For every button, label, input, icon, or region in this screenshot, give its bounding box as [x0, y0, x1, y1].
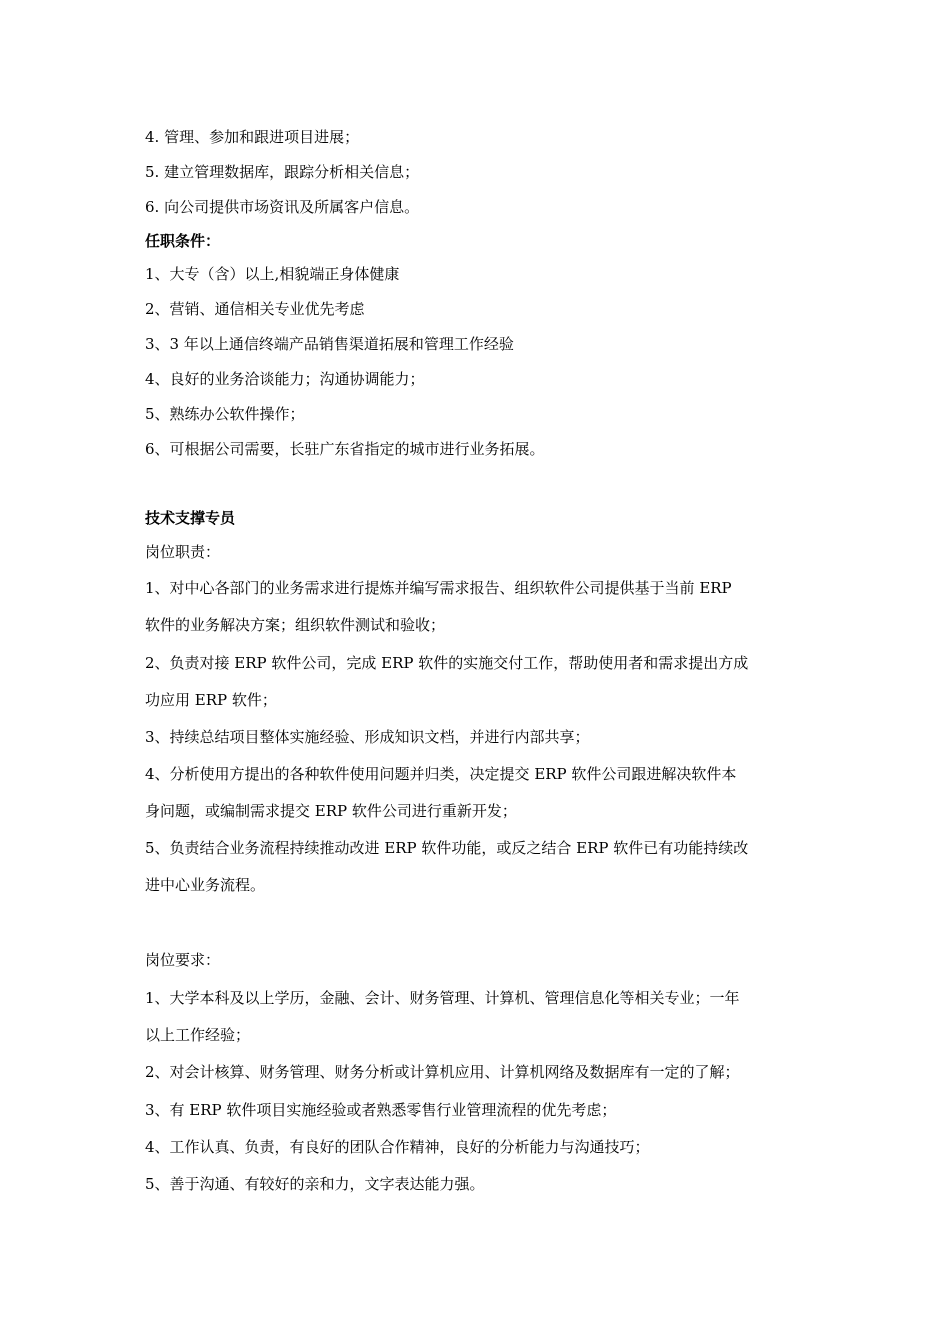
- duty-line: 身问题，或编制需求提交 ERP 软件公司进行重新开发；: [145, 802, 517, 820]
- intro-item: 6. 向公司提供市场资讯及所属客户信息。: [145, 198, 420, 216]
- duty-line: 1、对中心各部门的业务需求进行提炼并编写需求报告、组织软件公司提供基于当前 ERP: [145, 579, 732, 597]
- requirement-item: 6、可根据公司需要，长驻广东省指定的城市进行业务拓展。: [145, 440, 545, 458]
- requirement-item: 2、营销、通信相关专业优先考虑: [145, 300, 365, 318]
- duty-line: 软件的业务解决方案；组织软件测试和验收；: [145, 616, 446, 634]
- duty-line: 3、持续总结项目整体实施经验、形成知识文档，并进行内部共享；: [145, 728, 590, 746]
- position-title: 技术支撑专员: [145, 509, 236, 527]
- requirement-item: 1、大专（含）以上,相貌端正身体健康: [145, 265, 400, 283]
- intro-item: 4. 管理、参加和跟进项目进展；: [145, 128, 360, 146]
- intro-item: 5. 建立管理数据库，跟踪分析相关信息；: [145, 163, 420, 181]
- position-req-line: 3、有 ERP 软件项目实施经验或者熟悉零售行业管理流程的优先考虑；: [145, 1101, 617, 1119]
- requirement-item: 3、3 年以上通信终端产品销售渠道拓展和管理工作经验: [145, 335, 514, 353]
- position-req-heading: 岗位要求：: [145, 951, 221, 969]
- position-req-line: 2、对会计核算、财务管理、财务分析或计算机应用、计算机网络及数据库有一定的了解；: [145, 1063, 740, 1081]
- position-req-line: 以上工作经验；: [145, 1026, 251, 1044]
- requirement-item: 4、良好的业务洽谈能力；沟通协调能力；: [145, 370, 425, 388]
- duty-line: 2、负责对接 ERP 软件公司，完成 ERP 软件的实施交付工作，帮助使用者和需求提出方成: [145, 654, 749, 672]
- requirements-heading: 任职条件：: [145, 232, 221, 250]
- position-req-line: 5、善于沟通、有较好的亲和力，文字表达能力强。: [145, 1175, 485, 1193]
- duty-line: 5、负责结合业务流程持续推动改进 ERP 软件功能，或反之结合 ERP 软件已有功能持续改: [145, 839, 749, 857]
- duties-heading: 岗位职责：: [145, 543, 221, 561]
- position-req-line: 1、大学本科及以上学历，金融、会计、财务管理、计算机、管理信息化等相关专业；一年: [145, 989, 740, 1007]
- duty-line: 进中心业务流程。: [145, 876, 266, 894]
- position-req-line: 4、工作认真、负责，有良好的团队合作精神，良好的分析能力与沟通技巧；: [145, 1138, 650, 1156]
- requirement-item: 5、熟练办公软件操作；: [145, 405, 305, 423]
- duty-line: 功应用 ERP 软件；: [145, 691, 277, 709]
- duty-line: 4、分析使用方提出的各种软件使用问题并归类，决定提交 ERP 软件公司跟进解决软件本: [145, 765, 737, 783]
